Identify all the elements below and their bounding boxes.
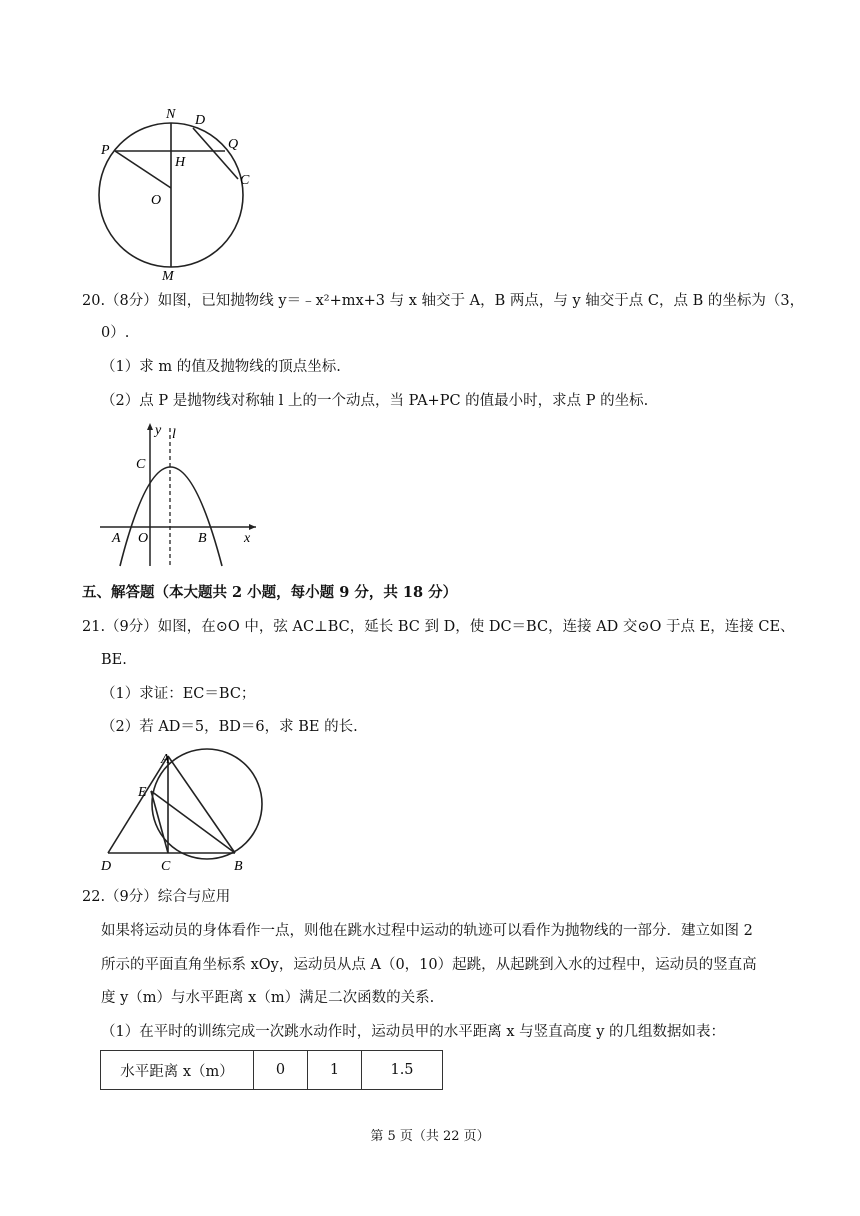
q22-paragraph-line1: 如果将运动员的身体看作一点，则他在跳水过程中运动的轨迹可以看作为抛物线的一部分．建立如图 2: [101, 923, 753, 939]
label-Q: Q: [228, 137, 239, 152]
label-D: D: [195, 113, 206, 128]
q20-sub2: （2）点 P 是抛物线对称轴 l 上的一个动点，当 PA+PC 的值最小时，求点 P 的坐标.: [101, 393, 649, 409]
label-y: y: [155, 423, 162, 438]
label-l: l: [172, 427, 176, 442]
table-cell: 0: [254, 1051, 308, 1090]
q22-stem-line1: 22.（9分）综合与应用: [82, 889, 231, 905]
label-A: A: [161, 752, 170, 767]
label-B: B: [198, 531, 207, 546]
label-N: N: [166, 107, 176, 122]
q21-stem-line2: BE.: [101, 652, 127, 668]
q21-sub1: （1）求证：EC＝BC；: [101, 686, 256, 702]
table-cell: 1: [308, 1051, 362, 1090]
label-C: C: [240, 173, 250, 188]
label-H: H: [175, 155, 186, 170]
q20-sub1: （1）求 m 的值及抛物线的顶点坐标.: [101, 359, 341, 375]
page-footer: 第 5 页（共 22 页）: [370, 1129, 490, 1144]
q22-sub1: （1）在平时的训练完成一次跳水动作时，运动员甲的水平距离 x 与竖直高度 y 的几组数据如表：: [101, 1024, 726, 1040]
table-row: [101, 1051, 443, 1090]
q21-sub2: （2）若 AD＝5，BD＝6，求 BE 的长.: [101, 719, 358, 735]
q21-stem-line1: 21.（9分）如图，在⊙O 中，弦 AC⊥BC，延长 BC 到 D，使 DC＝BC，连接 AD 交⊙O 于点 E，连接 CE、: [82, 619, 795, 635]
figure-q21-circle-triangle: [98, 748, 268, 876]
label-C: C: [136, 457, 146, 472]
label-M: M: [162, 269, 174, 282]
label-O: O: [151, 193, 162, 208]
label-x: x: [244, 531, 251, 546]
table-cell: 1.5: [362, 1051, 443, 1090]
section-heading: 五、解答题（本大题共 2 小题，每小题 9 分，共 18 分）: [82, 584, 458, 601]
data-table: [100, 1050, 443, 1090]
figure-q19-circle: [95, 100, 265, 282]
label-D: D: [101, 859, 112, 874]
figure-q20-parabola: [98, 418, 263, 570]
label-O: O: [138, 531, 149, 546]
q22-paragraph-line2: 所示的平面直角坐标系 xOy，运动员从点 A（0，10）起跳，从起跳到入水的过程中，运动员的竖直高: [101, 957, 757, 973]
table-header-cell: 水平距离 x（m）: [101, 1051, 254, 1090]
label-C: C: [161, 859, 171, 874]
q20-stem-line2: 0）.: [101, 325, 130, 341]
label-B: B: [234, 859, 243, 874]
label-E: E: [138, 785, 147, 800]
q20-stem-line1: 20.（8分）如图，已知抛物线 y＝﹣x²+mx+3 与 x 轴交于 A，B 两点，与 y 轴交于点 C，点 B 的坐标为（3，: [82, 293, 805, 309]
q22-paragraph-line3: 度 y（m）与水平距离 x（m）满足二次函数的关系.: [101, 990, 435, 1006]
label-A: A: [112, 531, 121, 546]
label-P: P: [101, 143, 110, 158]
